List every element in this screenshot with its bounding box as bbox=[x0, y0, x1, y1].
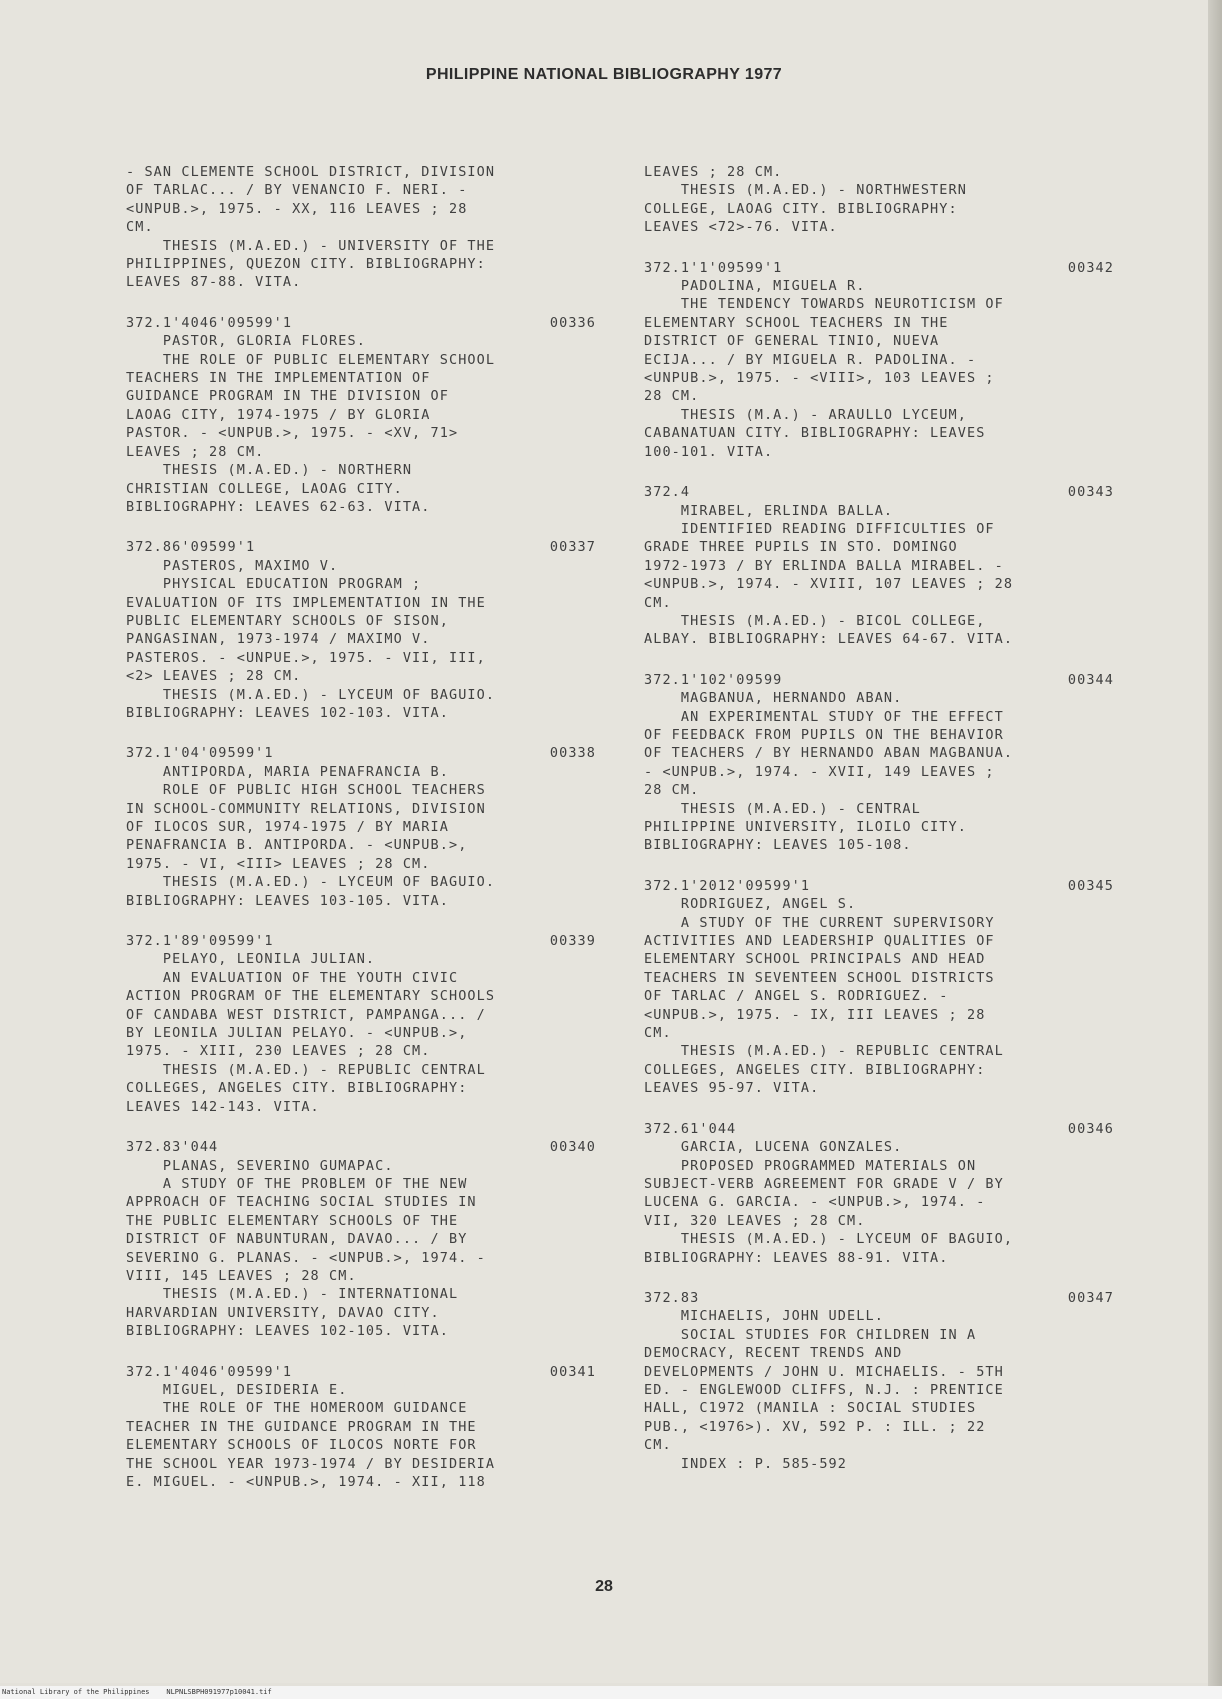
entry-number: 00342 bbox=[1067, 259, 1114, 276]
entry-text-line: THESIS (M.A.ED.) - LYCEUM OF BAGUIO. bbox=[126, 874, 496, 891]
entry-text-line: CM. bbox=[644, 1437, 672, 1454]
entry-text-line: CABANATUAN CITY. BIBLIOGRAPHY: LEAVES bbox=[644, 425, 986, 442]
entry-header-row bbox=[126, 932, 596, 950]
entry-header-row bbox=[644, 259, 1114, 277]
entry-text-line: LUCENA G. GARCIA. - <UNPUB.>, 1974. - bbox=[644, 1194, 986, 1211]
entry-text-line: <UNPUB.>, 1975. - <VIII>, 103 LEAVES ; bbox=[644, 370, 995, 387]
entry-text-line: A STUDY OF THE PROBLEM OF THE NEW bbox=[126, 1175, 468, 1192]
entry-text-line: HALL, C1972 (MANILA : SOCIAL STUDIES bbox=[644, 1400, 977, 1417]
entry-text-line: THESIS (M.A.ED.) - INTERNATIONAL bbox=[126, 1286, 459, 1303]
entry-text-line: THESIS (M.A.ED.) - BICOL COLLEGE, bbox=[644, 612, 986, 629]
entry-text-line: BIBLIOGRAPHY: LEAVES 103-105. VITA. bbox=[126, 892, 449, 909]
entry-text-line: THE PUBLIC ELEMENTARY SCHOOLS OF THE bbox=[126, 1212, 459, 1229]
bibliography-entry bbox=[644, 877, 1114, 1098]
entry-text-line: THESIS (M.A.ED.) - REPUBLIC CENTRAL bbox=[644, 1043, 1004, 1060]
call-number: 372.1'04'09599'1 bbox=[126, 745, 274, 762]
entry-text-line: 1972-1973 / BY ERLINDA BALLA MIRABEL. - bbox=[644, 557, 1004, 574]
entry-text-line: SEVERINO G. PLANAS. - <UNPUB.>, 1974. - bbox=[126, 1249, 486, 1266]
entry-header-row bbox=[644, 1120, 1114, 1138]
entry-text-line: THE ROLE OF PUBLIC ELEMENTARY SCHOOL bbox=[126, 351, 496, 368]
entry-text-line: COLLEGE, LAOAG CITY. BIBLIOGRAPHY: bbox=[644, 200, 958, 217]
entry-text-line: VII, 320 LEAVES ; 28 CM. bbox=[644, 1212, 866, 1229]
entry-header-row bbox=[126, 314, 596, 332]
entry-text-line: OF TARLAC / ANGEL S. RODRIGUEZ. - bbox=[644, 988, 949, 1005]
entry-text-line: GRADE THREE PUPILS IN STO. DOMINGO bbox=[644, 539, 958, 556]
page-edge-shadow bbox=[1208, 0, 1222, 1699]
call-number: 372.1'89'09599'1 bbox=[126, 933, 274, 950]
entry-text-line: CM. bbox=[126, 219, 154, 236]
entry-text-line: DEMOCRACY, RECENT TRENDS AND bbox=[644, 1345, 903, 1362]
entry-text-line: THE SCHOOL YEAR 1973-1974 / BY DESIDERIA bbox=[126, 1455, 496, 1472]
entry-text-line: INDEX : P. 585-592 bbox=[644, 1455, 848, 1472]
entry-text-line: APPROACH OF TEACHING SOCIAL STUDIES IN bbox=[126, 1194, 477, 1211]
entry-text-line: BIBLIOGRAPHY: LEAVES 102-103. VITA. bbox=[126, 704, 449, 721]
entry-text-line: CM. bbox=[644, 594, 672, 611]
entry-text-line: MAGBANUA, HERNANDO ABAN. bbox=[644, 690, 903, 707]
entry-text-line: HARVARDIAN UNIVERSITY, DAVAO CITY. bbox=[126, 1304, 440, 1321]
entry-text-line: COLLEGES, ANGELES CITY. BIBLIOGRAPHY: bbox=[126, 1080, 468, 1097]
entry-text-line: PANGASINAN, 1973-1974 / MAXIMO V. bbox=[126, 631, 431, 648]
column-left bbox=[126, 163, 596, 1513]
entry-text-line: 1975. - VI, <III> LEAVES ; 28 CM. bbox=[126, 855, 431, 872]
entry-text-line: THESIS (M.A.ED.) - REPUBLIC CENTRAL bbox=[126, 1061, 486, 1078]
entry-number: 00336 bbox=[549, 314, 596, 331]
call-number: 372.86'09599'1 bbox=[126, 539, 256, 556]
entry-text-line: RODRIGUEZ, ANGEL S. bbox=[644, 896, 857, 913]
entry-number: 00338 bbox=[549, 745, 596, 762]
page-number: 28 bbox=[595, 1578, 613, 1595]
entry-text-line: BIBLIOGRAPHY: LEAVES 105-108. bbox=[644, 837, 912, 854]
entry-text-line: THE ROLE OF THE HOMEROOM GUIDANCE bbox=[126, 1400, 468, 1417]
call-number: 372.1'102'09599 bbox=[644, 671, 783, 688]
entry-text-line: THESIS (M.A.) - ARAULLO LYCEUM, bbox=[644, 406, 967, 423]
entry-text-line: ROLE OF PUBLIC HIGH SCHOOL TEACHERS bbox=[126, 782, 486, 799]
bibliography-entry bbox=[126, 744, 596, 910]
entry-text-line: MIRABEL, ERLINDA BALLA. bbox=[644, 502, 894, 519]
entry-text-line: GARCIA, LUCENA GONZALES. bbox=[644, 1139, 903, 1156]
entry-text-line: LEAVES 87-88. VITA. bbox=[126, 274, 302, 291]
entry-text-line: AN EVALUATION OF THE YOUTH CIVIC bbox=[126, 969, 459, 986]
entry-number: 00347 bbox=[1067, 1289, 1114, 1306]
entry-text-line: DISTRICT OF NABUNTURAN, DAVAO... / BY bbox=[126, 1231, 468, 1248]
entry-text-line: <UNPUB.>, 1975. - IX, III LEAVES ; 28 bbox=[644, 1006, 986, 1023]
entry-text-line: ACTION PROGRAM OF THE ELEMENTARY SCHOOLS bbox=[126, 988, 496, 1005]
entry-header-row bbox=[126, 744, 596, 762]
entry-text-line: MICHAELIS, JOHN UDELL. bbox=[644, 1308, 884, 1325]
entry-text-line: <2> LEAVES ; 28 CM. bbox=[126, 668, 302, 685]
entry-number: 00340 bbox=[549, 1139, 596, 1156]
entry-text-line: PLANAS, SEVERINO GUMAPAC. bbox=[126, 1157, 394, 1174]
entry-text-line: BIBLIOGRAPHY: LEAVES 62-63. VITA. bbox=[126, 498, 431, 515]
entry-text-line: LEAVES 142-143. VITA. bbox=[126, 1098, 320, 1115]
bibliography-entry bbox=[644, 671, 1114, 855]
entry-text-line: TEACHERS IN SEVENTEEN SCHOOL DISTRICTS bbox=[644, 969, 995, 986]
entry-text-line: THE TENDENCY TOWARDS NEUROTICISM OF bbox=[644, 296, 1004, 313]
entry-text-line: ACTIVITIES AND LEADERSHIP QUALITIES OF bbox=[644, 933, 995, 950]
entry-text-line: PELAYO, LEONILA JULIAN. bbox=[126, 951, 376, 968]
entry-text-line: THESIS (M.A.ED.) - CENTRAL bbox=[644, 800, 921, 817]
entry-text-line: ECIJA... / BY MIGUELA R. PADOLINA. - bbox=[644, 351, 977, 368]
entry-text-line: TEACHERS IN THE IMPLEMENTATION OF bbox=[126, 370, 431, 387]
entry-text-line: PHILIPPINES, QUEZON CITY. BIBLIOGRAPHY: bbox=[126, 256, 486, 273]
entry-text-line: A STUDY OF THE CURRENT SUPERVISORY bbox=[644, 914, 995, 931]
bibliography-entry bbox=[126, 1363, 596, 1492]
bibliography-entry bbox=[126, 538, 596, 722]
entry-text-line: OF TARLAC... / BY VENANCIO F. NERI. - bbox=[126, 182, 468, 199]
bibliography-entry bbox=[644, 259, 1114, 461]
entry-text-line: ELEMENTARY SCHOOLS OF ILOCOS NORTE FOR bbox=[126, 1437, 477, 1454]
entry-text-line: OF CANDABA WEST DISTRICT, PAMPANGA... / bbox=[126, 1006, 486, 1023]
entry-text-line: MIGUEL, DESIDERIA E. bbox=[126, 1381, 348, 1398]
bibliography-entry bbox=[644, 163, 1114, 237]
entry-text-line: COLLEGES, ANGELES CITY. BIBLIOGRAPHY: bbox=[644, 1061, 986, 1078]
call-number: 372.1'4046'09599'1 bbox=[126, 314, 293, 331]
entry-number: 00344 bbox=[1067, 671, 1114, 688]
entry-text-line: OF ILOCOS SUR, 1974-1975 / BY MARIA bbox=[126, 819, 449, 835]
entry-header-row bbox=[644, 1289, 1114, 1307]
entry-text-line: THESIS (M.A.ED.) - NORTHWESTERN bbox=[644, 182, 967, 199]
entry-text-line: IN SCHOOL-COMMUNITY RELATIONS, DIVISION bbox=[126, 800, 486, 817]
entry-text-line: THESIS (M.A.ED.) - LYCEUM OF BAGUIO, bbox=[644, 1231, 1014, 1248]
entry-text-line: THESIS (M.A.ED.) - UNIVERSITY OF THE bbox=[126, 237, 496, 254]
bibliography-entry bbox=[644, 483, 1114, 649]
entry-header-row bbox=[126, 1138, 596, 1156]
call-number: 372.1'2012'09599'1 bbox=[644, 877, 811, 894]
entry-text-line: BIBLIOGRAPHY: LEAVES 88-91. VITA. bbox=[644, 1249, 949, 1266]
entry-text-line: DEVELOPMENTS / JOHN U. MICHAELIS. - 5TH bbox=[644, 1363, 1004, 1380]
entry-number: 00341 bbox=[549, 1363, 596, 1380]
entry-text-line: ANTIPORDA, MARIA PENAFRANCIA B. bbox=[126, 763, 449, 780]
entry-text-line: PADOLINA, MIGUELA R. bbox=[644, 278, 866, 295]
entry-text-line: E. MIGUEL. - <UNPUB.>, 1974. - XII, 118 bbox=[126, 1474, 486, 1490]
bibliography-entry bbox=[644, 1120, 1114, 1267]
entry-number: 00343 bbox=[1067, 484, 1114, 501]
call-number: 372.83'044 bbox=[126, 1139, 219, 1156]
entry-text-line: PHILIPPINE UNIVERSITY, ILOILO CITY. bbox=[644, 819, 967, 835]
entry-text-line: - <UNPUB.>, 1974. - XVII, 149 LEAVES ; bbox=[644, 763, 995, 780]
entry-text-line: PUBLIC ELEMENTARY SCHOOLS OF SISON, bbox=[126, 612, 449, 629]
entry-number: 00345 bbox=[1067, 877, 1114, 894]
call-number: 372.1'4046'09599'1 bbox=[126, 1363, 293, 1380]
entry-number: 00339 bbox=[549, 933, 596, 950]
entry-text-line: ELEMENTARY SCHOOL TEACHERS IN THE bbox=[644, 314, 949, 331]
entry-text-line: PENAFRANCIA B. ANTIPORDA. - <UNPUB.>, bbox=[126, 837, 468, 854]
entry-text-line: PASTOR. - <UNPUB.>, 1975. - <XV, 71> bbox=[126, 425, 459, 442]
bibliography-entry bbox=[126, 1138, 596, 1340]
scan-footer: National Library of the Philippines NLPNLSBPH091977p10041.tif bbox=[0, 1686, 1222, 1699]
entry-text-line: BIBLIOGRAPHY: LEAVES 102-105. VITA. bbox=[126, 1323, 449, 1340]
entry-text-line: SUBJECT-VERB AGREEMENT FOR GRADE V / BY bbox=[644, 1175, 1004, 1192]
entry-text-line: VIII, 145 LEAVES ; 28 CM. bbox=[126, 1267, 357, 1284]
entry-text-line: <UNPUB.>, 1975. - XX, 116 LEAVES ; 28 bbox=[126, 200, 468, 217]
entry-text-line: PASTOR, GLORIA FLORES. bbox=[126, 333, 366, 350]
entry-header-row bbox=[644, 671, 1114, 689]
call-number: 372.83 bbox=[644, 1289, 700, 1306]
entry-header-row bbox=[644, 877, 1114, 895]
entry-text-line: LEAVES ; 28 CM. bbox=[644, 164, 783, 180]
bibliography-entry bbox=[126, 932, 596, 1116]
entry-text-line: 28 CM. bbox=[644, 388, 700, 405]
call-number: 372.4 bbox=[644, 484, 691, 501]
entry-number: 00346 bbox=[1067, 1120, 1114, 1137]
entry-header-row bbox=[126, 538, 596, 556]
entry-text-line: GUIDANCE PROGRAM IN THE DIVISION OF bbox=[126, 388, 449, 405]
call-number: 372.61'044 bbox=[644, 1120, 737, 1137]
entry-text-line: LEAVES 95-97. VITA. bbox=[644, 1080, 820, 1097]
page-header: PHILIPPINE NATIONAL BIBLIOGRAPHY 1977 bbox=[425, 66, 783, 83]
entry-number: 00337 bbox=[549, 539, 596, 556]
entry-text-line: PUB., <1976>). XV, 592 P. : ILL. ; 22 bbox=[644, 1418, 986, 1435]
entry-text-line: PHYSICAL EDUCATION PROGRAM ; bbox=[126, 576, 422, 593]
entry-text-line: TEACHER IN THE GUIDANCE PROGRAM IN THE bbox=[126, 1418, 477, 1435]
entry-text-line: LEAVES ; 28 CM. bbox=[126, 443, 265, 460]
entry-text-line: ALBAY. BIBLIOGRAPHY: LEAVES 64-67. VITA. bbox=[644, 631, 1014, 648]
call-number: 372.1'1'09599'1 bbox=[644, 259, 783, 276]
entry-text-line: 28 CM. bbox=[644, 782, 700, 799]
entry-text-line: EVALUATION OF ITS IMPLEMENTATION IN THE bbox=[126, 594, 486, 611]
entry-header-row bbox=[644, 483, 1114, 501]
entry-text-line: PASTEROS, MAXIMO V. bbox=[126, 557, 339, 574]
entry-text-line: OF TEACHERS / BY HERNANDO ABAN MAGBANUA. bbox=[644, 745, 1014, 762]
entry-text-line: ED. - ENGLEWOOD CLIFFS, N.J. : PRENTICE bbox=[644, 1381, 1004, 1398]
entry-text-line: <UNPUB.>, 1974. - XVIII, 107 LEAVES ; 28 bbox=[644, 576, 1014, 593]
entry-text-line: DISTRICT OF GENERAL TINIO, NUEVA bbox=[644, 333, 940, 350]
entry-text-line: THESIS (M.A.ED.) - NORTHERN bbox=[126, 462, 413, 479]
entry-text-line: BY LEONILA JULIAN PELAYO. - <UNPUB.>, bbox=[126, 1025, 468, 1042]
entry-text-line: 1975. - XIII, 230 LEAVES ; 28 CM. bbox=[126, 1043, 431, 1060]
entry-text-line: SOCIAL STUDIES FOR CHILDREN IN A bbox=[644, 1326, 977, 1343]
entry-text-line: PROPOSED PROGRAMMED MATERIALS ON bbox=[644, 1157, 977, 1174]
entry-text-line: 100-101. VITA. bbox=[644, 443, 774, 460]
entry-text-line: LEAVES <72>-76. VITA. bbox=[644, 219, 838, 236]
entry-text-line: LAOAG CITY, 1974-1975 / BY GLORIA bbox=[126, 406, 431, 423]
entry-text-line: THESIS (M.A.ED.) - LYCEUM OF BAGUIO. bbox=[126, 686, 496, 703]
entry-text-line: - SAN CLEMENTE SCHOOL DISTRICT, DIVISION bbox=[126, 164, 496, 180]
entry-text-line: IDENTIFIED READING DIFFICULTIES OF bbox=[644, 520, 995, 537]
bibliography-entry bbox=[644, 1289, 1114, 1473]
entry-text-line: PASTEROS. - <UNPUE.>, 1975. - VII, III, bbox=[126, 649, 486, 666]
entry-text-line: CM. bbox=[644, 1025, 672, 1042]
entry-header-row bbox=[126, 1363, 596, 1381]
entry-text-line: ELEMENTARY SCHOOL PRINCIPALS AND HEAD bbox=[644, 951, 986, 968]
column-right bbox=[644, 163, 1114, 1495]
bibliography-entry bbox=[126, 314, 596, 516]
entry-text-line: AN EXPERIMENTAL STUDY OF THE EFFECT bbox=[644, 708, 1004, 725]
bibliography-entry bbox=[126, 163, 596, 292]
entry-text-line: CHRISTIAN COLLEGE, LAOAG CITY. bbox=[126, 480, 403, 497]
entry-text-line: OF FEEDBACK FROM PUPILS ON THE BEHAVIOR bbox=[644, 726, 1004, 743]
